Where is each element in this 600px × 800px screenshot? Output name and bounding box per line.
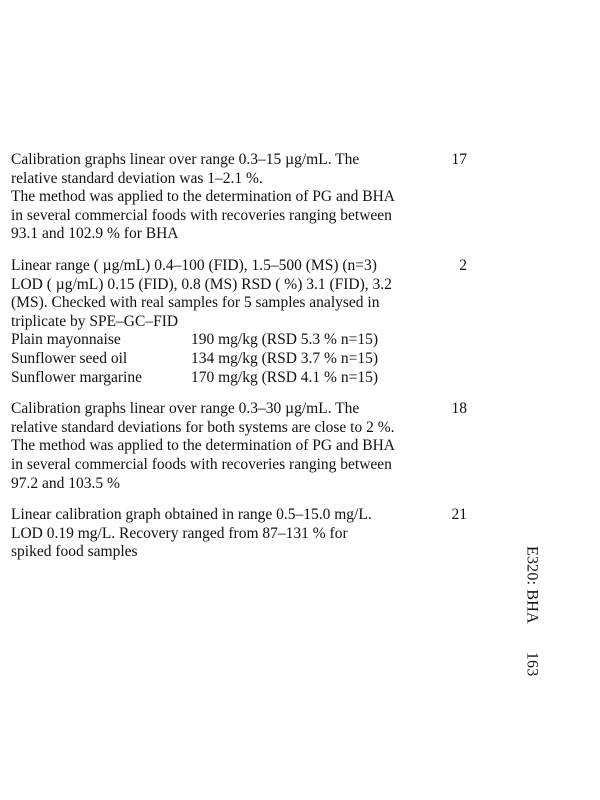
entry-text [11, 506, 423, 562]
text-line: in several commercial foods with recoveries ranging between [11, 455, 392, 473]
page-number: 163 [523, 651, 541, 677]
sample-name: Sunflower margarine [11, 368, 142, 386]
method-entry [11, 400, 471, 493]
reference-number: 17 [451, 151, 467, 168]
text-line: LOD 0.19 mg/L. Recovery ranged from 87–131 % for [11, 524, 348, 542]
text-line: Calibration graphs linear over range 0.3–15 µg/mL. The [11, 151, 360, 168]
method-entry [11, 151, 471, 244]
text-line: Linear calibration graph obtained in range 0.5–15.0 mg/L. [11, 506, 372, 524]
text-line: The method was applied to the determination of PG and BHA [11, 437, 395, 455]
text-line: in several commercial foods with recoveries ranging between [11, 206, 392, 224]
sample-row [11, 350, 423, 369]
entry-text [11, 151, 423, 244]
text-line: relative standard deviation was 1–2.1 %. [11, 169, 263, 187]
text-line: Linear range ( µg/mL) 0.4–100 (FID), 1.5–500 (MS) (n=3) [11, 256, 377, 274]
running-head [522, 546, 541, 676]
text-line: 97.2 and 103.5 % [11, 474, 120, 492]
sample-row [11, 331, 423, 350]
text-line: 93.1 and 102.9 % for BHA [11, 225, 179, 243]
method-entries [11, 151, 471, 575]
sample-value: 170 mg/kg (RSD 4.1 % n=15) [191, 368, 378, 386]
text-line: Calibration graphs linear over range 0.3–30 µg/mL. The [11, 400, 360, 418]
entry-text [11, 257, 423, 387]
running-head-title: E320: BHA [523, 546, 541, 624]
method-entry [11, 506, 471, 562]
text-line: spiked food samples [11, 543, 138, 561]
sample-name: Sunflower seed oil [11, 349, 128, 367]
reference-number: 21 [451, 506, 467, 524]
sample-value: 134 mg/kg (RSD 3.7 % n=15) [191, 349, 378, 367]
text-line: (MS). Checked with real samples for 5 samples analysed in [11, 294, 380, 312]
method-entry [11, 257, 471, 387]
entry-text [11, 400, 423, 493]
reference-number: 18 [451, 400, 467, 418]
text-line: relative standard deviations for both systems are close to 2 %. [11, 418, 395, 436]
sample-value: 190 mg/kg (RSD 5.3 % n=15) [191, 331, 378, 349]
text-line: triplicate by SPE–GC–FID [11, 312, 179, 330]
text-line: LOD ( µg/mL) 0.15 (FID), 0.8 (MS) RSD ( %) 3.1 (FID), 3.2 [11, 275, 392, 293]
reference-number: 2 [459, 256, 467, 274]
sample-name: Plain mayonnaise [11, 331, 121, 349]
sample-row [11, 369, 423, 388]
text-line: The method was applied to the determination of PG and BHA [11, 188, 395, 206]
